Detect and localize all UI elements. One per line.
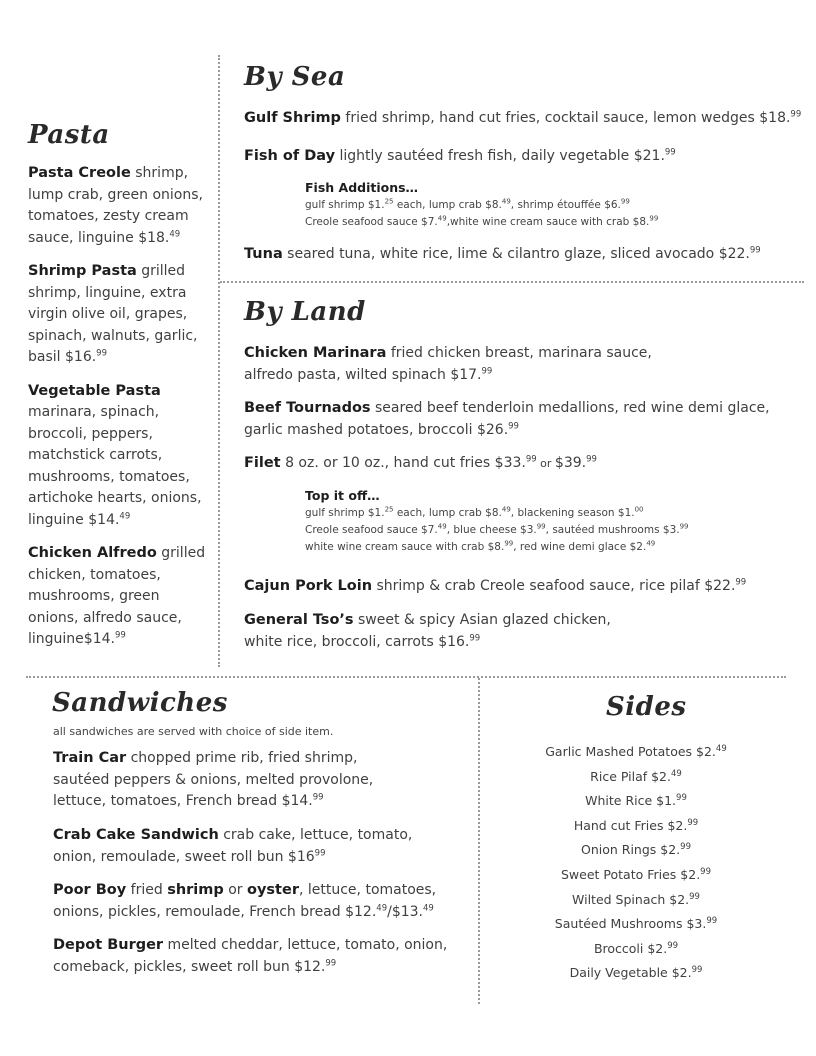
item-desc: lightly sautéed fresh fish, daily vegetable bbox=[335, 148, 634, 164]
menu-item-beef-tournados bbox=[244, 398, 770, 441]
item-price: $16 bbox=[287, 848, 315, 865]
by-land-heading: By Land bbox=[244, 297, 366, 327]
item-desc: melted cheddar, lettuce, tomato, onion, bbox=[163, 937, 448, 953]
side-label: Rice Pilaf $2. bbox=[590, 768, 671, 784]
topping-text: Creole seafood sauce $7. bbox=[305, 524, 438, 536]
item-cents: 49 bbox=[376, 902, 388, 913]
addition-cents: 25 bbox=[384, 197, 394, 206]
side-item bbox=[500, 838, 772, 863]
item-price: $16. bbox=[65, 349, 97, 365]
item-desc: fried shrimp, hand cut fries, cocktail sauce, lemon wedges bbox=[340, 110, 760, 126]
item-cents: 99 bbox=[508, 420, 519, 431]
side-label: Hand cut Fries $2. bbox=[573, 817, 688, 833]
addition-cents: 99 bbox=[620, 197, 630, 206]
menu-item-general-tsos bbox=[244, 610, 611, 653]
addition-text: each, lump crab $8. bbox=[393, 199, 502, 211]
pasta-heading: Pasta bbox=[28, 120, 110, 150]
top-it-off-line-1 bbox=[305, 505, 689, 522]
menu-item-depot-burger bbox=[53, 935, 447, 978]
side-item bbox=[500, 937, 772, 962]
addition-cents: 49 bbox=[437, 214, 447, 223]
item-desc: garlic mashed potatoes, broccoli bbox=[244, 421, 477, 438]
item-name: Fish of Day bbox=[244, 148, 336, 164]
topping-cents: 00 bbox=[634, 505, 644, 514]
item-price: $14. bbox=[281, 793, 313, 809]
side-item bbox=[500, 888, 772, 913]
menu-item-shrimp-pasta bbox=[28, 261, 208, 369]
item-name: Beef Tournados bbox=[244, 400, 371, 416]
top-it-off-title: Top it off… bbox=[305, 488, 380, 503]
menu-item-train-car bbox=[53, 748, 373, 813]
item-name: Gulf Shrimp bbox=[244, 110, 341, 126]
menu-item-fish-of-day bbox=[244, 146, 676, 168]
item-desc: fried bbox=[126, 882, 168, 898]
item-name: Chicken Alfredo bbox=[28, 545, 157, 561]
side-cents: 49 bbox=[715, 743, 727, 754]
addition-text: ,white wine cream sauce with crab $8. bbox=[446, 216, 650, 228]
menu-item-chicken-alfredo bbox=[28, 543, 208, 651]
item-price: $17. bbox=[450, 366, 482, 383]
item-price: $26. bbox=[476, 421, 509, 438]
menu-item-gulf-shrimp bbox=[244, 108, 804, 130]
item-desc: white rice, broccoli, carrots bbox=[244, 633, 439, 650]
item-price: $18. bbox=[138, 229, 170, 246]
item-desc: chopped prime rib, fried shrimp, bbox=[126, 750, 358, 766]
pasta-list bbox=[28, 163, 208, 651]
side-item bbox=[500, 912, 772, 937]
topping-text: , blue cheese $3. bbox=[446, 524, 537, 536]
side-cents: 99 bbox=[689, 891, 700, 902]
item-desc: shrimp & crab Creole seafood sauce, rice pilaf bbox=[372, 578, 705, 594]
item-cents: 99 bbox=[469, 632, 481, 643]
topping-cents: 25 bbox=[384, 505, 394, 514]
item-desc: 8 oz. or 10 oz., hand cut fries bbox=[280, 455, 495, 471]
menu-item-filet bbox=[244, 453, 597, 475]
side-cents: 99 bbox=[667, 940, 679, 951]
item-name: Crab Cake Sandwich bbox=[53, 827, 219, 843]
menu-item-pasta-creole bbox=[28, 163, 208, 249]
item-desc: fried chicken breast, marinara sauce, bbox=[386, 345, 652, 361]
item-name: Shrimp Pasta bbox=[28, 263, 137, 279]
divider-horizontal-bottom bbox=[26, 676, 786, 678]
fish-additions-line-2 bbox=[305, 214, 658, 231]
top-it-off-line-3 bbox=[305, 539, 689, 556]
top-it-off bbox=[305, 486, 689, 556]
item-desc: shrimp, lump crab, green onions, tomatoes, zesty cream sauce, linguine bbox=[28, 165, 203, 246]
side-cents: 49 bbox=[671, 768, 682, 779]
divider-sea-land bbox=[220, 281, 804, 283]
topping-cents: 99 bbox=[679, 522, 689, 531]
fish-additions-line-1 bbox=[305, 197, 658, 214]
item-price: $12. bbox=[345, 903, 377, 920]
item-price: $21. bbox=[633, 148, 665, 164]
item-or: or bbox=[536, 457, 555, 470]
item-cents: 99 bbox=[114, 630, 126, 641]
item-name: Cajun Pork Loin bbox=[244, 578, 373, 594]
menu-item-crab-cake-sandwich bbox=[53, 825, 412, 868]
side-label: Onion Rings $2. bbox=[581, 842, 681, 858]
item-cents: 99 bbox=[664, 147, 676, 158]
item-desc: onions, pickles, remoulade, French bread bbox=[53, 903, 346, 920]
top-it-off-line-2 bbox=[305, 522, 689, 539]
sides-heading: Sides bbox=[606, 692, 687, 722]
divider-vertical-top bbox=[218, 55, 220, 667]
item-cents: 99 bbox=[790, 109, 802, 120]
item-option-shrimp: shrimp bbox=[167, 882, 224, 898]
item-desc: onion, remoulade, sweet roll bun bbox=[53, 848, 288, 865]
topping-text: , sautéed mushrooms $3. bbox=[545, 524, 680, 536]
item-price: $12. bbox=[294, 958, 326, 975]
item-desc: sweet & spicy Asian glazed chicken, bbox=[353, 612, 611, 628]
side-item bbox=[500, 765, 772, 790]
item-cents: 99 bbox=[96, 348, 107, 359]
topping-cents: 49 bbox=[646, 539, 656, 548]
side-label: Sautéed Mushrooms $3. bbox=[554, 916, 707, 932]
sandwiches-caption: all sandwiches are served with choice of side item. bbox=[53, 725, 334, 738]
side-label: White Rice $1. bbox=[585, 793, 677, 809]
item-price: $22. bbox=[718, 246, 750, 262]
topping-cents: 49 bbox=[437, 522, 447, 531]
side-cents: 99 bbox=[680, 842, 691, 853]
addition-cents: 49 bbox=[501, 197, 511, 206]
price-separator: / bbox=[387, 903, 392, 920]
side-item bbox=[500, 961, 772, 986]
item-desc: grilled chicken, tomatoes, mushrooms, green onions, alfredo sauce, linguine bbox=[28, 545, 206, 647]
side-item bbox=[500, 814, 772, 839]
item-price: $33. bbox=[494, 455, 526, 471]
by-sea-heading: By Sea bbox=[244, 62, 346, 92]
sandwiches-heading: Sandwiches bbox=[52, 688, 228, 718]
item-cents: 49 bbox=[423, 902, 434, 913]
item-name: Poor Boy bbox=[53, 882, 127, 898]
menu-item-cajun-pork-loin bbox=[244, 576, 746, 598]
item-desc: marinara, spinach, broccoli, peppers, matchstick carrots, mushrooms, tomatoes, artichoke hearts, onions, linguine bbox=[28, 404, 202, 528]
item-price: $16. bbox=[438, 633, 470, 650]
side-cents: 99 bbox=[691, 965, 703, 976]
fish-additions-title: Fish Additions… bbox=[305, 180, 419, 195]
side-label: Wilted Spinach $2. bbox=[572, 891, 690, 907]
sides-list bbox=[500, 740, 772, 986]
item-cents: 99 bbox=[325, 957, 337, 968]
menu-item-poor-boy bbox=[53, 880, 436, 923]
item-name: Train Car bbox=[53, 750, 127, 766]
menu-item-chicken-marinara bbox=[244, 343, 652, 386]
item-name: Vegetable Pasta bbox=[28, 382, 161, 399]
side-label: Daily Vegetable $2. bbox=[569, 965, 692, 981]
item-name: Pasta Creole bbox=[28, 165, 131, 181]
item-desc: , lettuce, tomatoes, bbox=[298, 882, 437, 898]
item-price: $22. bbox=[704, 578, 736, 594]
item-name: Chicken Marinara bbox=[244, 345, 387, 361]
item-cents: 99 bbox=[481, 365, 493, 376]
topping-text: , blackening season $1. bbox=[510, 507, 635, 519]
topping-cents: 49 bbox=[501, 505, 511, 514]
side-item bbox=[500, 863, 772, 888]
item-desc: grilled shrimp, linguine, extra virgin olive oil, grapes, spinach, walnuts, garlic, basil bbox=[28, 263, 198, 365]
side-cents: 99 bbox=[676, 793, 687, 804]
fish-additions bbox=[305, 178, 658, 231]
side-label: Sweet Potato Fries $2. bbox=[560, 866, 701, 882]
item-price: $39. bbox=[554, 455, 587, 471]
item-desc: comeback, pickles, sweet roll bun bbox=[53, 958, 295, 975]
item-desc: sautéed peppers & onions, melted provolone, bbox=[53, 771, 374, 788]
item-desc: or bbox=[223, 882, 248, 898]
side-cents: 99 bbox=[700, 866, 711, 877]
topping-text: , red wine demi glace $2. bbox=[513, 541, 647, 553]
menu-item-tuna bbox=[244, 244, 761, 266]
addition-text: gulf shrimp $1. bbox=[305, 199, 385, 211]
divider-vertical-bottom bbox=[478, 678, 480, 1004]
topping-cents: 99 bbox=[504, 539, 514, 548]
item-desc: seared tuna, white rice, lime & cilantro glaze, sliced avocado bbox=[282, 246, 719, 262]
topping-text: each, lump crab $8. bbox=[393, 507, 502, 519]
topping-text: gulf shrimp $1. bbox=[305, 507, 385, 519]
item-name: General Tso’s bbox=[244, 612, 354, 628]
topping-cents: 99 bbox=[536, 522, 546, 531]
topping-text: white wine cream sauce with crab $8. bbox=[305, 541, 505, 553]
side-item bbox=[500, 789, 772, 814]
item-cents: 99 bbox=[586, 454, 597, 465]
item-cents: 99 bbox=[312, 792, 324, 803]
addition-text: Creole seafood sauce $7. bbox=[305, 216, 438, 228]
side-cents: 99 bbox=[706, 916, 718, 926]
item-desc: lettuce, tomatoes, French bread bbox=[53, 793, 282, 809]
item-name: Depot Burger bbox=[53, 937, 164, 953]
addition-text: , shrimp étouffée $6. bbox=[510, 199, 621, 211]
item-cents: 99 bbox=[314, 847, 326, 858]
item-desc: seared beef tenderloin medallions, red wine demi glace, bbox=[370, 400, 770, 416]
item-cents: 99 bbox=[525, 454, 537, 465]
side-item bbox=[500, 740, 772, 765]
item-name: Tuna bbox=[244, 246, 283, 262]
item-cents: 49 bbox=[119, 510, 131, 521]
item-desc: alfredo pasta, wilted spinach bbox=[244, 366, 451, 383]
item-price: $18. bbox=[759, 110, 791, 126]
item-cents: 99 bbox=[749, 245, 761, 256]
item-option-oyster: oyster bbox=[247, 882, 299, 898]
item-cents: 49 bbox=[169, 228, 181, 239]
side-cents: 99 bbox=[687, 817, 699, 828]
item-price: $13. bbox=[391, 903, 423, 920]
item-name: Filet bbox=[244, 455, 281, 471]
item-price: $14. bbox=[83, 631, 115, 647]
item-cents: 99 bbox=[735, 577, 747, 588]
menu-item-vegetable-pasta bbox=[28, 381, 208, 532]
item-desc: crab cake, lettuce, tomato, bbox=[218, 827, 413, 843]
addition-cents: 99 bbox=[649, 214, 659, 223]
side-label: Garlic Mashed Potatoes $2. bbox=[545, 744, 716, 759]
item-price: $14. bbox=[88, 511, 120, 528]
side-label: Broccoli $2. bbox=[593, 940, 668, 956]
